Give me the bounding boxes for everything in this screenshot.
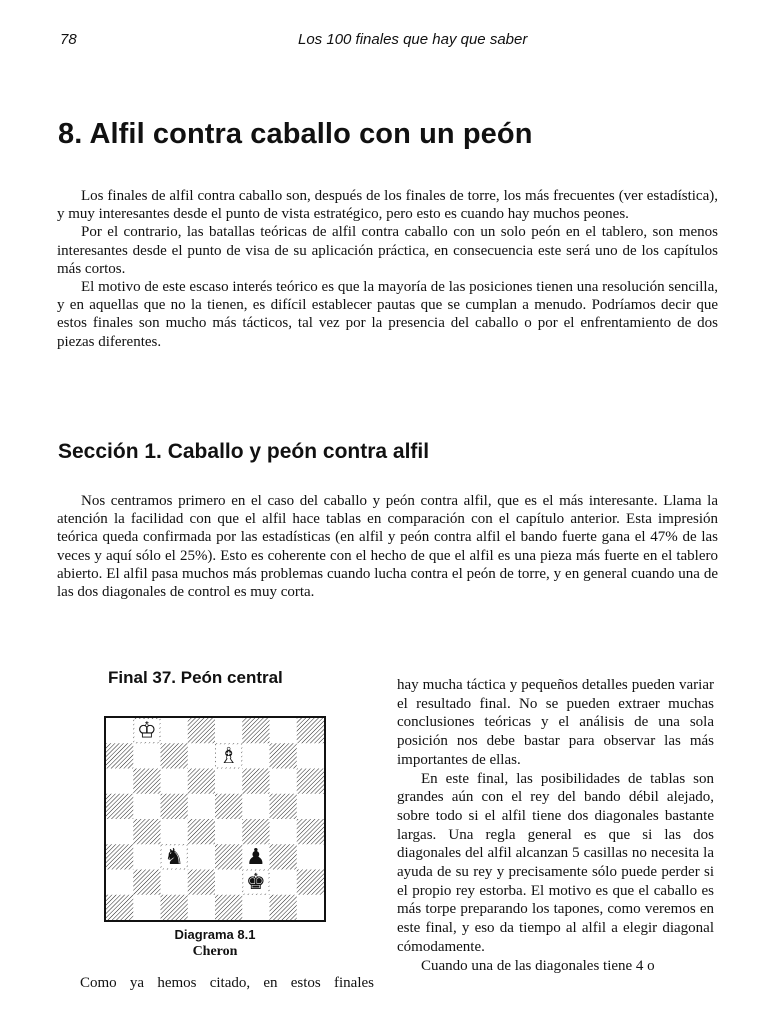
dark-square xyxy=(215,794,243,820)
light-square xyxy=(215,769,243,795)
paragraph: Los finales de alfil contra caballo son, después de los finales de torre, los más frecuentes (ver estadística), y muy interesantes desde el punto de vista estratégico, pero esto es cuando hay muchos peones. xyxy=(57,188,718,223)
section-intro xyxy=(57,492,718,601)
light-square xyxy=(297,743,324,769)
dark-square xyxy=(133,870,161,896)
dark-square xyxy=(161,794,189,820)
dark-square xyxy=(297,819,324,845)
dark-square xyxy=(270,844,298,870)
light-square xyxy=(270,819,298,845)
light-square xyxy=(215,718,243,744)
dark-square xyxy=(242,769,270,795)
paragraph: En este final, las posibilidades de tablas son grandes aún con el rey del bando débil alejado, sobre todo si el alfil tiene dos diagonales bastante largas. Una regla general es que si las dos diagonales del alfil alcanzan 5 casillas no necesita la ayuda de su rey y precisamente sólo puede perder si el propio rey estorba. El motivo es que el caballo es más torpe preparando los tapones, como veremos en este final, y eso da tiempo al alfil a elegir diagonal cómodamente. xyxy=(397,770,714,955)
light-square xyxy=(106,718,134,744)
light-square xyxy=(297,794,324,820)
paragraph: Nos centramos primero en el caso del caballo y peón contra alfil, que es el más interesante. Llama la atención la facilidad con que el alfil hace tablas en comparación con el capítulo anterior. Esta impresión teórica queda confirmada por las estadísticas (en alfil y peón contra alfil el bando fuerte gana el 47% de las veces y aquí sólo el 25%). Esto es coherente con el hecho de que el alfil es una pieza más fuerte en el tablero abierto. El alfil pasa muchos más problemas cuando lucha contra el peón de torre, y en general cuando una de las dos diagonales de control es muy corta. xyxy=(57,493,718,601)
left-column-text: Como ya hemos citado, en estos finales xyxy=(80,975,374,991)
light-square xyxy=(242,895,270,920)
dark-square xyxy=(188,718,216,744)
dark-square xyxy=(133,769,161,795)
light-square xyxy=(188,743,216,769)
light-square xyxy=(242,794,270,820)
chess-board xyxy=(106,718,324,920)
light-square xyxy=(133,743,161,769)
dark-square xyxy=(297,870,324,896)
light-square xyxy=(297,844,324,870)
light-square xyxy=(215,819,243,845)
chess-diagram xyxy=(104,716,326,922)
dark-square xyxy=(161,895,189,920)
light-square xyxy=(188,895,216,920)
dark-square xyxy=(106,844,134,870)
right-column xyxy=(397,676,714,975)
dark-square xyxy=(188,769,216,795)
light-square xyxy=(161,819,189,845)
white-bishop-icon: ♗ xyxy=(218,743,239,769)
light-square xyxy=(133,794,161,820)
dark-square xyxy=(297,769,324,795)
light-square xyxy=(215,870,243,896)
dark-square xyxy=(215,844,243,870)
page-number: 78 xyxy=(60,31,77,48)
dark-square xyxy=(242,819,270,845)
light-square xyxy=(242,743,270,769)
paragraph: El motivo de este escaso interés teórico es que la mayoría de las posiciones tienen una resolución sencilla, y en aquellas que no la tienen, es difícil establecer pautas que se cumplan a menudo. Podríamos decir que estos finales son mucho más tácticos, tal vez por la presencia del caballo o por el enfrentamiento de dos piezas diferentes. xyxy=(57,279,718,350)
light-square xyxy=(161,718,189,744)
dark-square xyxy=(188,870,216,896)
dark-square xyxy=(161,743,189,769)
dark-square xyxy=(215,895,243,920)
light-square xyxy=(297,895,324,920)
paragraph: hay mucha táctica y pequeños detalles pueden variar el resultado final. No se pueden extraer muchas conclusiones teóricas y el análisis de una sola posición nos debe bastar para observar las más importantes de ellas. xyxy=(397,677,714,768)
dark-square xyxy=(270,743,298,769)
dark-square xyxy=(297,718,324,744)
white-king-icon: ♔ xyxy=(137,718,157,744)
light-square xyxy=(133,895,161,920)
paragraph: Cuando una de las diagonales tiene 4 o xyxy=(421,957,655,974)
running-header: Los 100 finales que hay que saber xyxy=(298,31,528,48)
paragraph: Por el contrario, las batallas teóricas de alfil contra caballo con un solo peón en el tablero, son menos interesantes desde el punto de visa de su aplicación práctica, en consecuencia este será uno de los capítulos más cortos. xyxy=(57,224,718,277)
light-square xyxy=(270,769,298,795)
final-title: Final 37. Peón central xyxy=(108,668,283,687)
light-square xyxy=(161,769,189,795)
light-square xyxy=(133,844,161,870)
light-square xyxy=(106,819,134,845)
dark-square xyxy=(270,895,298,920)
light-square xyxy=(161,870,189,896)
light-square xyxy=(106,769,134,795)
light-square xyxy=(270,718,298,744)
dark-square xyxy=(106,895,134,920)
light-square xyxy=(188,794,216,820)
black-knight-icon: ♞ xyxy=(164,844,184,870)
dark-square xyxy=(106,743,134,769)
dark-square xyxy=(133,819,161,845)
dark-square xyxy=(188,819,216,845)
light-square xyxy=(270,870,298,896)
dark-square xyxy=(242,718,270,744)
diagram-label: Diagrama 8.1 xyxy=(174,927,256,942)
light-square xyxy=(106,870,134,896)
black-pawn-icon: ♟ xyxy=(246,844,266,870)
black-king-icon: ♚ xyxy=(246,870,266,896)
chapter-title: 8. Alfil contra caballo con un peón xyxy=(58,118,533,150)
section-title: Sección 1. Caballo y peón contra alfil xyxy=(58,440,430,463)
dark-square xyxy=(270,794,298,820)
light-square xyxy=(188,844,216,870)
dark-square xyxy=(106,794,134,820)
diagram-name: Cheron xyxy=(192,944,238,959)
chapter-intro xyxy=(57,187,718,351)
